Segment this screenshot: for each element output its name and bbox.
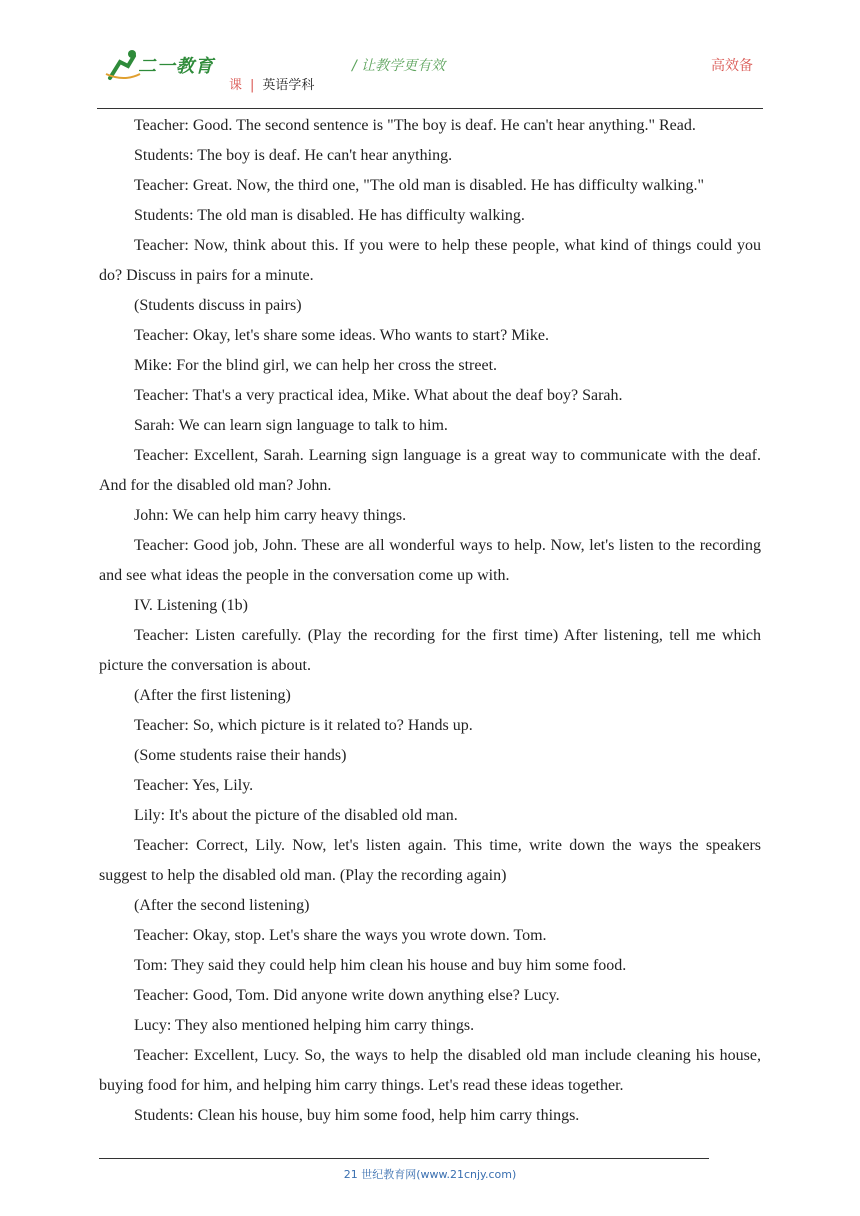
paragraph: Teacher: Okay, stop. Let's share the ways you wrote down. Tom. xyxy=(134,927,547,944)
paragraph: Teacher: So, which picture is it related to? Hands up. xyxy=(134,717,473,734)
paragraph: John: We can help him carry heavy things. xyxy=(134,507,407,524)
subject-label xyxy=(229,74,314,93)
paragraph: Teacher: That's a very practical idea, Mike. What about the deaf boy? Sarah. xyxy=(134,387,623,404)
paragraph: Teacher: Correct, Lily. Now, let's listen again. This time, write down the ways the speakers suggest to help the disabled old man. (Play the recording again) xyxy=(99,837,761,884)
paragraph: Mike: For the blind girl, we can help her cross the street. xyxy=(134,357,498,374)
paragraph: Teacher: Great. Now, the third one, "The old man is disabled. He has difficulty walking." xyxy=(134,177,705,194)
paragraph: (After the first listening) xyxy=(134,687,291,704)
section-heading: IV. Listening (1b) xyxy=(134,597,248,614)
paragraph: Teacher: Now, think about this. If you were to help these people, what kind of things could you do? Discuss in pairs for a minute. xyxy=(99,237,761,284)
paragraph: Teacher: Good, Tom. Did anyone write down anything else? Lucy. xyxy=(134,987,560,1004)
paragraph: (Students discuss in pairs) xyxy=(134,297,302,314)
paragraph: Teacher: Good job, John. These are all wonderful ways to help. Now, let's listen to the recording and see what ideas the people in the conversation come up with. xyxy=(99,537,761,584)
header-slogan: / 让教学更有效 xyxy=(352,58,446,74)
paragraph: Students: Clean his house, buy him some food, help him carry things. xyxy=(134,1107,580,1124)
paragraph: Teacher: Yes, Lily. xyxy=(134,777,254,794)
paragraph: Teacher: Listen carefully. (Play the recording for the first time) After listening, tell me which picture the conversation is about. xyxy=(99,627,761,674)
paragraph: Students: The boy is deaf. He can't hear anything. xyxy=(134,147,453,164)
paragraph: (After the second listening) xyxy=(134,897,310,914)
header-divider xyxy=(97,108,763,109)
page-footer: 21 世纪教育网(www.21cnjy.com) xyxy=(343,1168,517,1181)
header-top-right-label: 高效备 xyxy=(711,58,753,74)
paragraph: Tom: They said they could help him clean his house and buy him some food. xyxy=(134,957,627,974)
paragraph: Teacher: Good. The second sentence is "The boy is deaf. He can't hear anything." Read. xyxy=(134,117,696,134)
paragraph: Teacher: Okay, let's share some ideas. Who wants to start? Mike. xyxy=(134,327,549,344)
page-header xyxy=(0,0,860,112)
subject-name: 英语学科 xyxy=(262,78,315,93)
paragraph: Lucy: They also mentioned helping him carry things. xyxy=(134,1017,475,1034)
footer-divider xyxy=(99,1158,709,1159)
paragraph: Teacher: Excellent, Sarah. Learning sign language is a great way to communicate with the deaf. And for the disabled old man? John. xyxy=(99,447,761,494)
subject-separator: | xyxy=(250,78,255,93)
document-body xyxy=(99,111,761,1131)
paragraph: (Some students raise their hands) xyxy=(134,747,347,764)
logo-text: 二一教育 xyxy=(138,56,214,77)
paragraph: Students: The old man is disabled. He has difficulty walking. xyxy=(134,207,525,224)
paragraph: Teacher: Excellent, Lucy. So, the ways to help the disabled old man include cleaning his house, buying food for him, and helping him carry things. Let's read these ideas together. xyxy=(99,1047,761,1094)
paragraph: Lily: It's about the picture of the disabled old man. xyxy=(134,807,458,824)
paragraph: Sarah: We can learn sign language to talk to him. xyxy=(134,417,448,434)
subject-prefix: 课 xyxy=(229,78,243,93)
